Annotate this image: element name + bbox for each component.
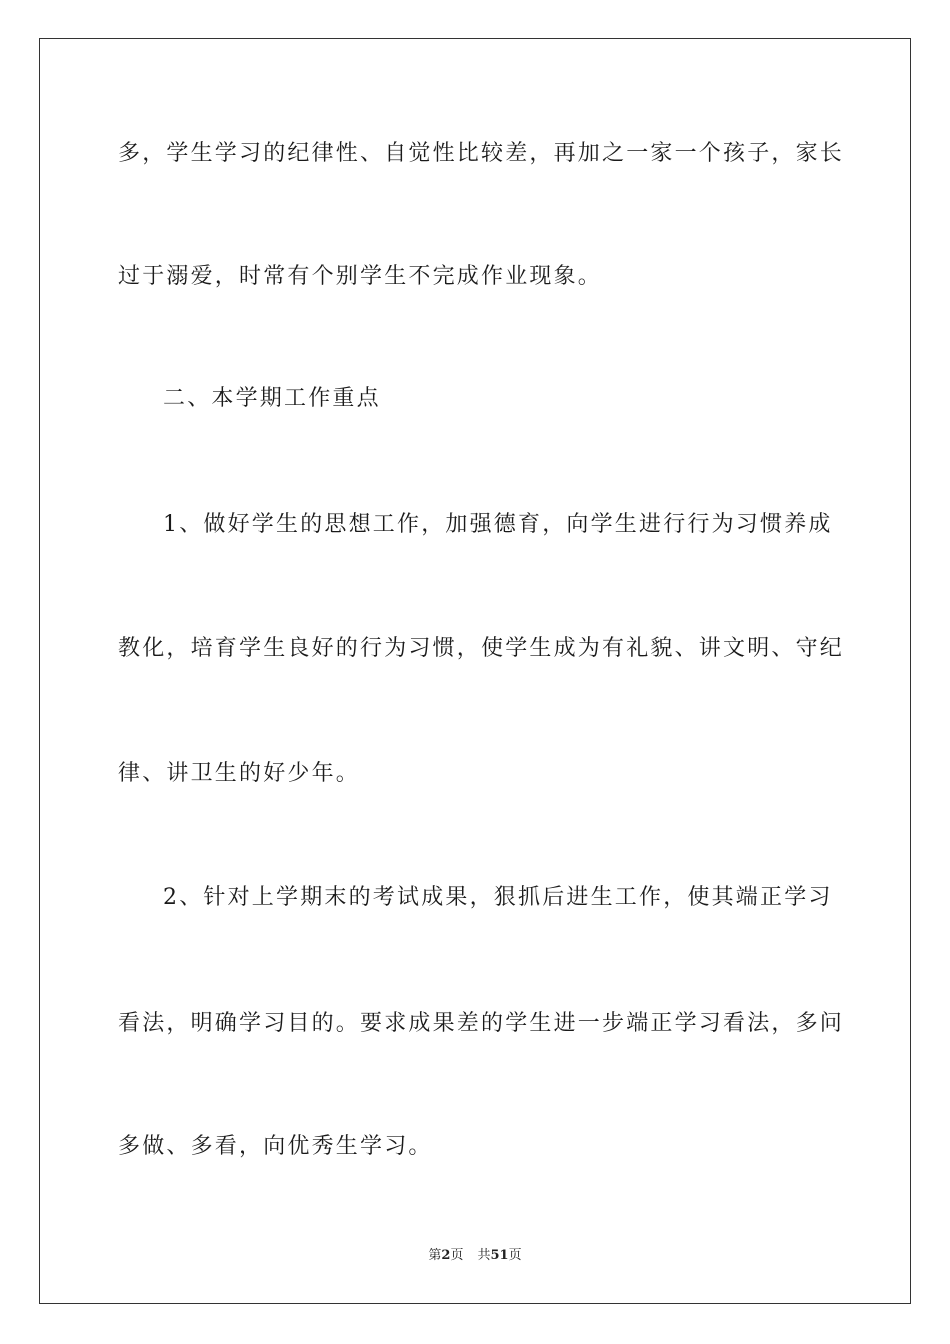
paragraph-line: 教化，培育学生良好的行为习惯，使学生成为有礼貌、讲文明、守纪: [118, 636, 845, 661]
page-suffix: 页: [450, 1248, 464, 1263]
paragraph-line: 多做、多看，向优秀生学习。: [118, 1134, 433, 1159]
page-footer: [0, 1247, 950, 1265]
section-heading: 二、本学期工作重点: [163, 386, 381, 411]
paragraph-line: 1、做好学生的思想工作，加强德育，向学生进行行为习惯养成: [163, 512, 833, 537]
total-prefix: 共: [477, 1248, 491, 1263]
paragraph-line: 律、讲卫生的好少年。: [118, 761, 361, 786]
paragraph-line: 看法，明确学习目的。要求成果差的学生进一步端正学习看法，多问: [118, 1011, 845, 1036]
paragraph-line: 过于溺爱，时常有个别学生不完成作业现象。: [118, 264, 603, 289]
total-pages: 51: [490, 1248, 509, 1263]
paragraph-line: 多，学生学习的纪律性、自觉性比较差，再加之一家一个孩子，家长: [118, 141, 845, 166]
paragraph-line: 2、针对上学期末的考试成果，狠抓后进生工作，使其端正学习: [163, 885, 833, 910]
total-suffix: 页: [508, 1248, 522, 1263]
page-prefix: 第: [428, 1248, 442, 1263]
page-number: 2: [441, 1248, 451, 1263]
page-border: [39, 38, 911, 1304]
